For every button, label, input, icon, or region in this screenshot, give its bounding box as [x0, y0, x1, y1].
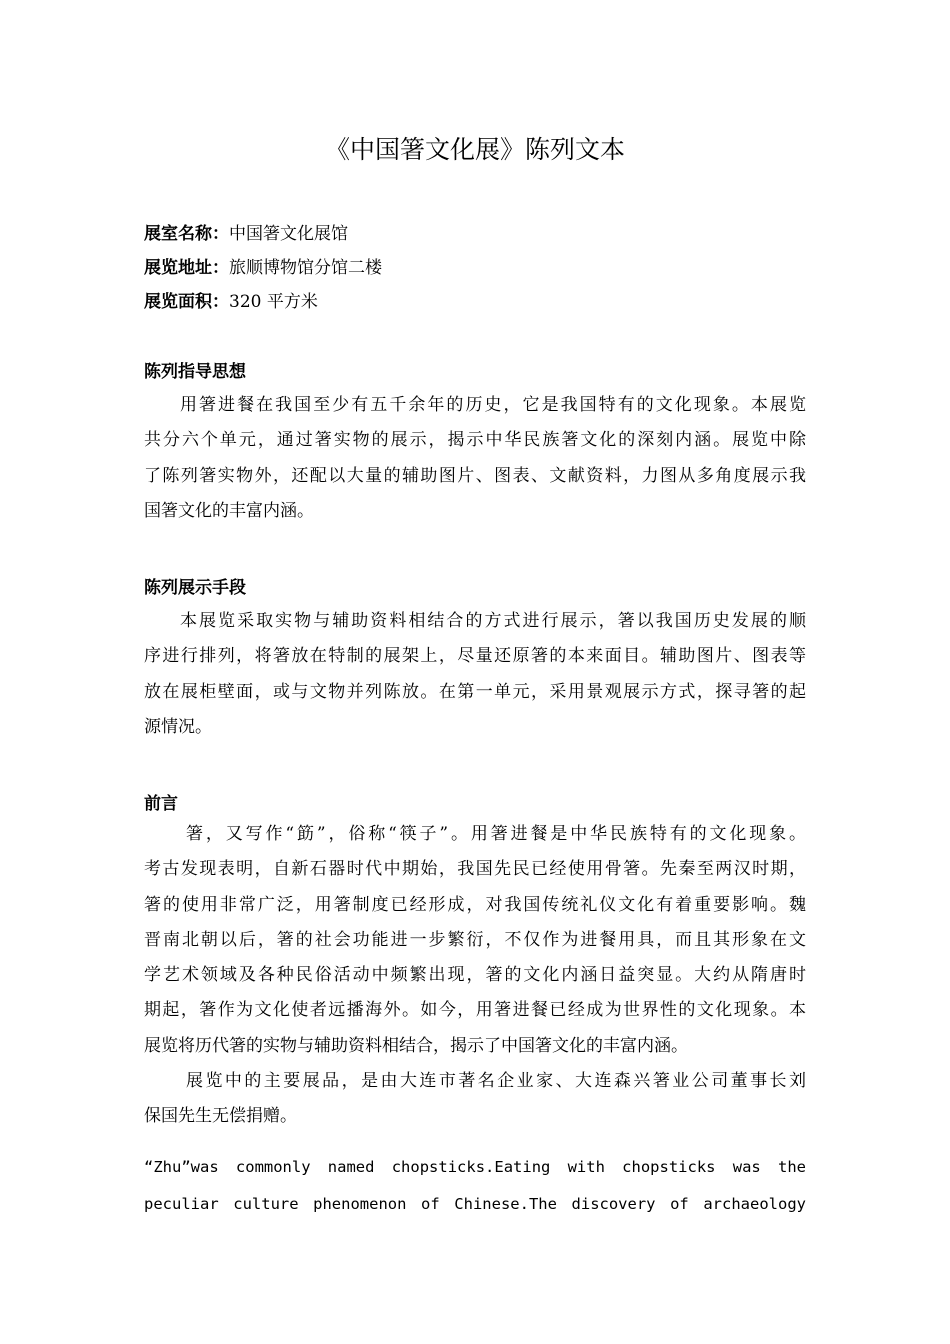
paragraph-line: 源情况。 — [144, 716, 212, 737]
paragraph-line: 展览将历代箸的实物与辅助资料相结合，揭示了中国箸文化的丰富内涵。 — [144, 1035, 688, 1056]
paragraph-line: 用箸进餐在我国至少有五千余年的历史，它是我国特有的文化现象。本展览 — [180, 395, 806, 415]
paragraph-line: 共分六个单元，通过箸实物的展示，揭示中华民族箸文化的深刻内涵。展览中除 — [144, 430, 806, 451]
info-label: 展览面积： — [144, 292, 229, 312]
info-label: 展室名称： — [144, 224, 229, 244]
paragraph-line: 展览中的主要展品，是由大连市著名企业家、大连森兴箸业公司董事长刘 — [186, 1071, 806, 1092]
section-body-preface — [144, 817, 806, 1135]
english-line: peculiar culture phenomenon of Chinese.The discovery of archaeology — [144, 1195, 806, 1213]
paragraph-line: 国箸文化的丰富内涵。 — [144, 500, 314, 521]
paragraph-line: 考古发现表明，自新石器时代中期始，我国先民已经使用骨箸。先秦至两汉时期， — [144, 859, 806, 880]
section-heading-means: 陈列展示手段 — [144, 578, 246, 598]
document-title: 《中国箸文化展》陈列文本 — [324, 135, 625, 164]
paragraph-line: 保国先生无偿捐赠。 — [144, 1106, 297, 1127]
info-row-room-name — [144, 222, 814, 256]
exhibition-info — [144, 222, 814, 324]
paragraph-line: 本展览采取实物与辅助资料相结合的方式进行展示，箸以我国历史发展的顺 — [180, 611, 806, 631]
section-body-means — [144, 604, 806, 745]
info-value: 旅顺博物馆分馆二楼 — [229, 258, 382, 278]
paragraph-line: 了陈列箸实物外，还配以大量的辅助图片、图表、文献资料，力图从多角度展示我 — [144, 465, 806, 486]
info-label: 展览地址： — [144, 258, 229, 278]
section-heading-preface: 前言 — [144, 794, 178, 814]
info-value: 中国箸文化展馆 — [229, 224, 348, 244]
section-body-guiding — [144, 388, 806, 529]
paragraph-line: 放在展柜壁面，或与文物并列陈放。在第一单元，采用景观展示方式，探寻箸的起 — [144, 681, 806, 702]
paragraph-line: 晋南北朝以后，箸的社会功能进一步繁衍，不仅作为进餐用具，而且其形象在文 — [144, 929, 806, 950]
info-row-address — [144, 256, 814, 290]
english-line: “Zhu”was commonly named chopsticks.Eating with chopsticks was the — [144, 1158, 806, 1176]
paragraph-line: 学艺术领域及各种民俗活动中频繁出现，箸的文化内涵日益突显。大约从隋唐时 — [144, 965, 806, 986]
paragraph-line: 期起，箸作为文化使者远播海外。如今，用箸进餐已经成为世界性的文化现象。本 — [144, 1000, 806, 1021]
section-heading-guiding: 陈列指导思想 — [144, 362, 246, 382]
info-value: 320 平方米 — [229, 292, 318, 312]
english-translation — [144, 1149, 806, 1223]
info-row-area — [144, 290, 814, 324]
paragraph-line: 箸，又写作“筯”，俗称“筷子”。用箸进餐是中华民族特有的文化现象。 — [186, 824, 806, 844]
paragraph-line: 箸的使用非常广泛，用箸制度已经形成，对我国传统礼仪文化有着重要影响。魏 — [144, 894, 806, 915]
paragraph-line: 序进行排列，将箸放在特制的展架上，尽量还原箸的本来面目。辅助图片、图表等 — [144, 646, 806, 667]
